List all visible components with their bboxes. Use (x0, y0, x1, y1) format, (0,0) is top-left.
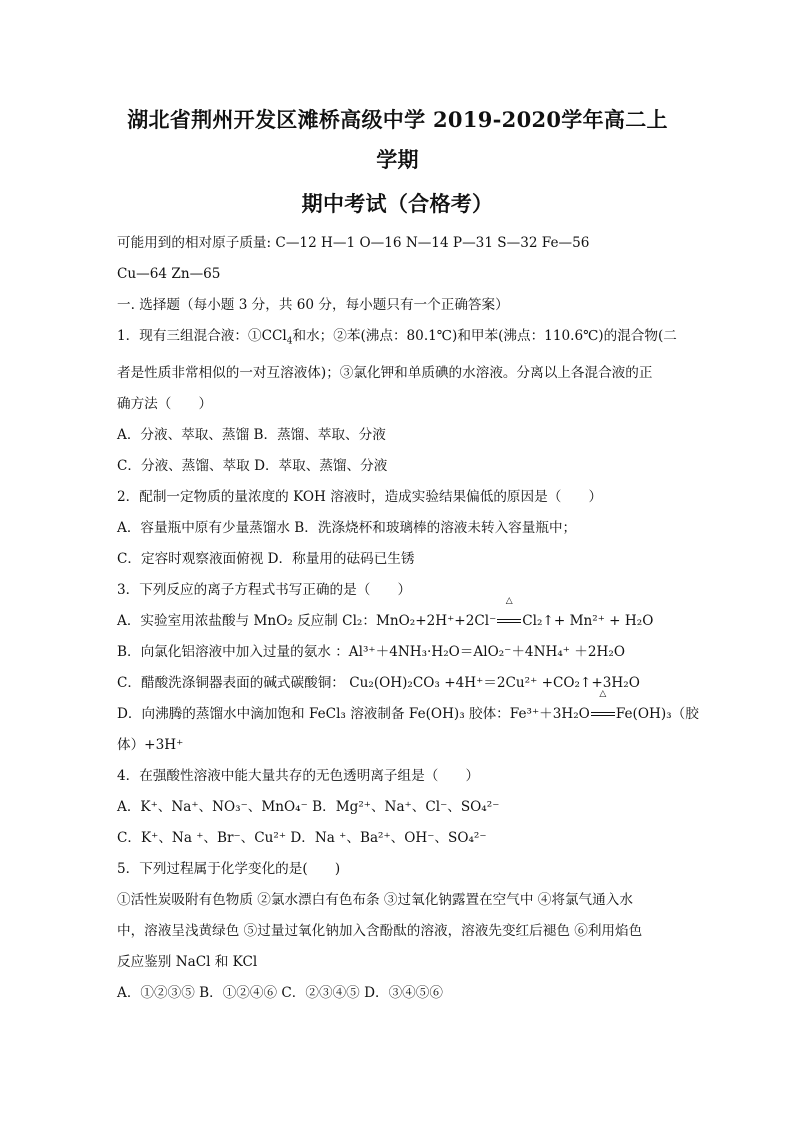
question-1-stem (117, 321, 678, 358)
question-5-body-line1: ①活性炭吸附有色物质 ②氯水漂白有色布条 ③过氧化钠露置在空气中 ④将氯气通入水 (117, 891, 633, 908)
q1-stem-a: 1．现有三组混合液：①CCl (117, 328, 287, 344)
question-3-option-a (117, 595, 678, 637)
question-3-option-d (117, 688, 699, 730)
question-4-options-ab: A．K⁺、Na⁺、NO₃⁻、MnO₄⁻ B．Mg²⁺、Na⁺、Cl⁻、SO₄²⁻ (117, 798, 500, 815)
q3-opt-a-text: A．实验室用浓盐酸与 MnO₂ 反应制 Cl₂：MnO₂+2H⁺+2Cl⁻ (117, 612, 497, 629)
question-5-options: A．①②③⑤ B．①②④⑥ C．②③④⑤ D．③④⑤⑥ (117, 984, 443, 1001)
exam-title-line2: 期中考试（合格考） (301, 191, 494, 216)
question-1-options-cd: C．分液、蒸馏、萃取 D．萃取、蒸馏、分液 (117, 457, 388, 474)
question-3-stem: 3．下列反应的离子方程式书写正确的是（ ） (117, 581, 412, 598)
q3-opt-d-text: D．向沸腾的蒸馏水中滴加饱和 FeCl₃ 溶液制备 Fe(OH)₃ 胶体：Fe³⁺＋3H₂O (117, 705, 590, 722)
atomic-masses-line1: 可能用到的相对原子质量: C—12 H—1 O—16 N—14 P—31 S—32 Fe—56 (117, 235, 590, 251)
question-1-stem-line2: 者是性质非常相似的一对互溶液体)；③氯化钾和单质碘的水溶液。分离以上各混合液的正 (117, 364, 653, 381)
question-2-options-cd: C．定容时观察液面俯视 D．称量用的砝码已生锈 (117, 550, 415, 567)
question-4-options-cd: C．K⁺、Na ⁺、Br⁻、Cu²⁺ D．Na ⁺、Ba²⁺、OH⁻、SO₄²⁻ (117, 829, 487, 846)
question-5-stem: 5．下列过程属于化学变化的是( ) (117, 860, 341, 877)
q1-stem-b: 和水；②苯(沸点：80.1℃)和甲苯(沸点：110.6℃)的混合物(二 (292, 328, 677, 344)
question-3-option-d-line2: 体）+3H⁺ (117, 736, 184, 753)
reaction-arrow-heat (590, 688, 616, 730)
question-3-option-b: B．向氯化铝溶液中加入过量的氨水 ：Al³⁺＋4NH₃·H₂O＝AlO₂⁻＋4NH₄⁺ ＋2H₂O (117, 643, 625, 660)
heat-condition: △ (505, 595, 513, 606)
reaction-arrow-heat (496, 595, 522, 637)
q3-opt-a-end: Cl₂↑+ Mn²⁺ + H₂O (522, 612, 654, 629)
question-1-options-ab: A．分液、萃取、蒸馏 B．蒸馏、萃取、分液 (117, 426, 386, 443)
exam-title-line1: 湖北省荆州开发区滩桥高级中学 2019-2020学年高二上学期 (127, 107, 668, 172)
question-4-stem: 4．在强酸性溶液中能大量共存的无色透明离子组是（ ） (117, 767, 480, 784)
q1-stem-sub: 4 (286, 336, 293, 347)
question-5-body-line3: 反应鉴别 NaCl 和 KCl (117, 953, 258, 970)
question-3-option-c: C．醋酸洗涤铜器表面的碱式碳酸铜： Cu₂(OH)₂CO₃ +4H⁺＝2Cu²⁺ +CO₂↑+3H₂O (117, 674, 640, 691)
q3-opt-d-end: Fe(OH)₃（胶 (615, 705, 699, 722)
section-heading: 一. 选择题（每小题 3 分，共 60 分，每小题只有一个正确答案） (117, 297, 509, 313)
question-1-stem-line3: 确方法（ ） (117, 395, 213, 412)
heat-condition: △ (599, 688, 607, 699)
question-2-options-ab: A．容量瓶中原有少量蒸馏水 B．洗涤烧杯和玻璃棒的溶液未转入容量瓶中； (117, 519, 577, 536)
atomic-masses-line2: Cu—64 Zn—65 (117, 266, 221, 282)
question-5-body-line2: 中，溶液呈浅黄绿色 ⑤过量过氧化钠加入含酚酞的溶液，溶液先变红后褪色 ⑥利用焰色 (117, 922, 643, 939)
question-2-stem: 2．配制一定物质的量浓度的 KOH 溶液时，造成实验结果偏低的原因是（ ） (117, 488, 603, 505)
